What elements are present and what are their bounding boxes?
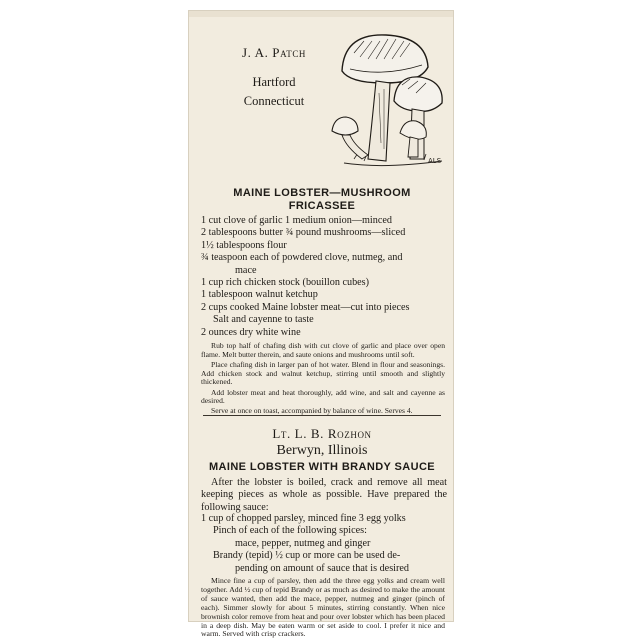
page-top-band — [189, 11, 453, 17]
recipe-1-ingredients — [201, 215, 449, 339]
direction-paragraph: Serve at once on toast, accompanied by balance of wine. Serves 4. — [211, 406, 413, 416]
recipe-1-title — [189, 187, 455, 213]
ingredient-line: 1 cup of chopped parsley, minced fine 3 egg yolks — [201, 513, 406, 524]
ingredient-line: Pinch of each of the following spices: — [213, 525, 367, 537]
ingredient-line: 1 cut clove of garlic 1 medium onion—minced — [201, 215, 392, 226]
recipe-2-intro — [201, 477, 447, 514]
recipe-2-ingredients — [201, 513, 449, 575]
contributor-2-name: Lt. L. B. Rozhon — [272, 426, 372, 441]
direction-paragraph: Rub top half of chafing dish with cut clove of garlic and place over open flame. Melt butter therein, and saute onions and mushrooms until soft. — [201, 341, 445, 359]
contributor-1-state: Connecticut — [243, 94, 305, 108]
ingredient-line: Brandy (tepid) ½ cup or more can be used de- — [213, 550, 401, 562]
ingredient-line: 2 cups cooked Maine lobster meat—cut into pieces — [201, 301, 410, 313]
ingredient-line: 1 tablespoon walnut ketchup — [201, 289, 318, 301]
recipe-2-intro-text: After the lobster is boiled, crack and remove all meat keeping pieces as whole as possible. Have prepared the following sauce: — [201, 477, 447, 513]
direction-paragraph: Place chafing dish in larger pan of hot water. Blend in flour and seasonings. Add chicken stock and walnut ketchup, stirring until smooth and slightly thickened. — [201, 359, 445, 387]
recipe-1-title-line2: FRICASSEE — [288, 200, 356, 212]
recipe-2-directions-text: Mince fine a cup of parsley, then add the three egg yolks and cream well together. Add ½ cup of tepid Brandy or as much as desired to make the amount of sauce wanted, then add the mace, pepper, nutmeg and ginger (pinch of each). Simmer slowly for about 5 minutes, stirring constantly. When nice brownish color remove from heat and pour over lobster which has been placed in a deep dish. May be eaten warm or set aside to cool. I prefer it nice and warm. Served with crisp crackers. — [201, 576, 445, 639]
artist-signature: ALS — [428, 157, 442, 165]
recipe-2-title: MAINE LOBSTER WITH BRANDY SAUCE — [208, 461, 436, 473]
contributor-1 — [209, 45, 339, 111]
ingredient-line: 1 cup rich chicken stock (bouillon cubes) — [201, 277, 370, 289]
contributor-1-city: Hartford — [252, 75, 296, 89]
mushroom-illustration — [324, 23, 449, 173]
section-divider — [203, 415, 441, 416]
ingredient-line: 1½ tablespoons flour — [201, 239, 287, 251]
contributor-1-name: J. A. Patch — [241, 45, 307, 60]
recipe-1-title-line1: MAINE LOBSTER—MUSHROOM — [233, 187, 411, 199]
direction-paragraph: Add lobster meat and heat thoroughly, add wine, and salt and cayenne as desired. — [201, 387, 445, 406]
ingredient-line: mace — [235, 264, 257, 276]
ingredient-line: Salt and cayenne to taste — [213, 314, 314, 326]
ingredient-line: 2 tablespoons butter ¾ pound mushrooms—sliced — [201, 227, 406, 239]
recipe-2-directions — [201, 577, 445, 639]
contributor-2-location: Berwyn, Illinois — [276, 443, 368, 458]
ingredient-line: ¾ teaspoon each of powdered clove, nutmeg, and — [201, 252, 403, 264]
contributor-2 — [189, 425, 455, 460]
recipe-page — [188, 10, 454, 639]
ingredient-line: mace, pepper, nutmeg and ginger — [235, 537, 371, 549]
ingredient-line: 2 ounces dry white wine — [201, 326, 301, 338]
recipe-1-directions — [201, 342, 445, 418]
ingredient-line: pending on amount of sauce that is desired — [235, 562, 409, 574]
